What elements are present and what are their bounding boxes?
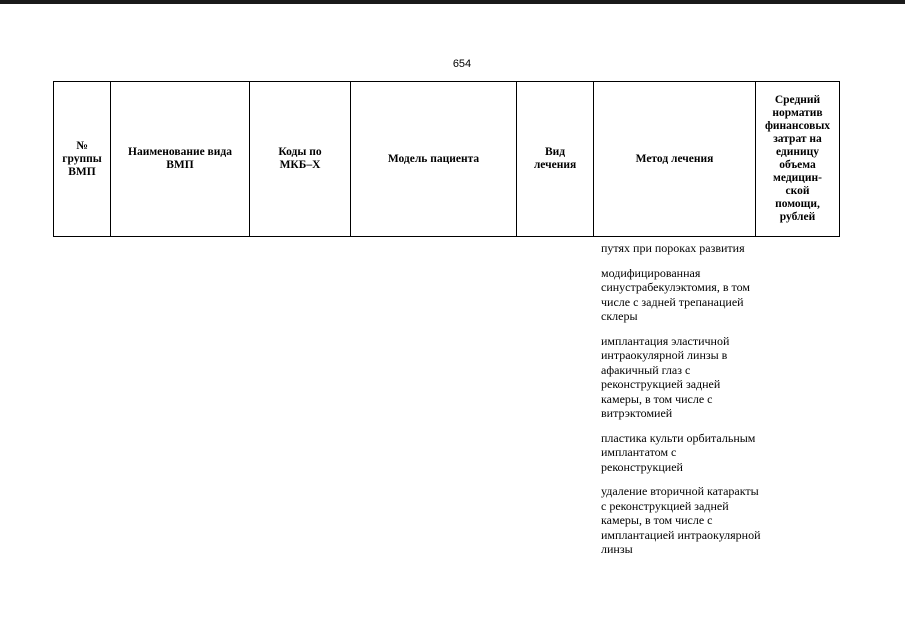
header-treatment-method: Метод лечения (594, 82, 756, 237)
header-vmp-name: Наименование вида ВМП (111, 82, 250, 237)
method-item: модифицированная синустрабекулэктомия, в том числе с задней трепанацией склеры (601, 265, 750, 323)
method-item: удаление вторичной катаракты с реконструкцией задней камеры, в том числе с имплантацией интраокулярной линзы (601, 484, 761, 556)
method-item: путях при пороках развития (601, 241, 745, 255)
method-item: имплантация эластичной интраокулярной линзы в афакичный глаз с реконструкцией задней камеры, в том числе с витрэктомией (601, 333, 730, 420)
header-icd-codes: Коды по МКБ–Х (250, 82, 351, 237)
method-item: пластика культи орбитальным имплантатом с реконструкцией (601, 430, 756, 474)
header-group-number: № группы ВМП (54, 82, 111, 237)
treatment-method-list (601, 241, 761, 567)
scan-top-border (0, 0, 905, 4)
table-header (53, 81, 840, 237)
header-patient-model: Модель пациента (351, 82, 517, 237)
header-average-cost: Средний норматив финансовых затрат на единицу объема медицин- ской помощи, рублей (756, 82, 840, 237)
page-number: 654 (452, 58, 472, 70)
header-treatment-type: Вид лечения (517, 82, 594, 237)
